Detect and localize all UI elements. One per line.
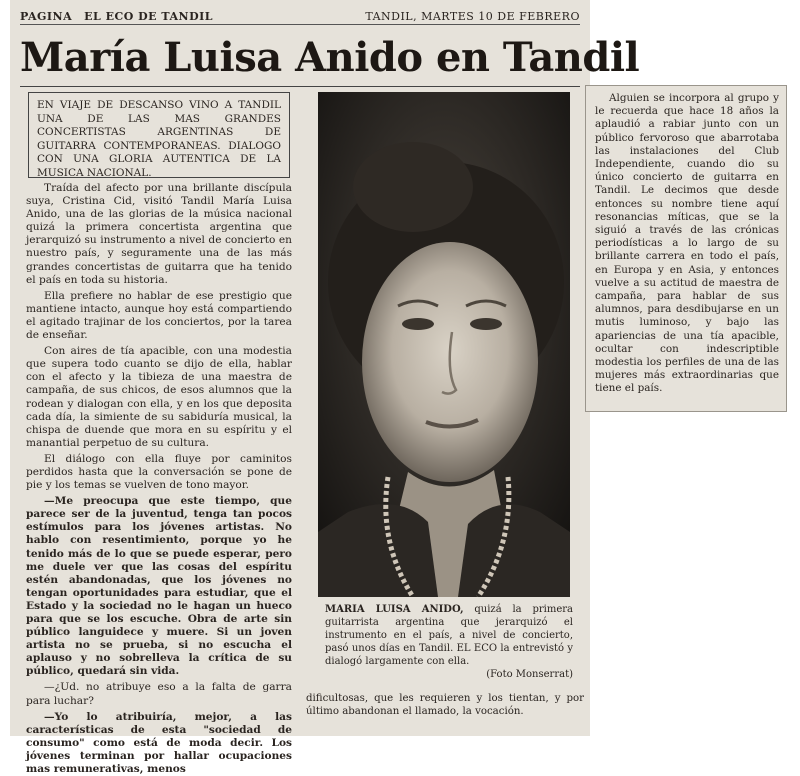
photo-caption	[325, 603, 573, 685]
article-body	[26, 182, 292, 776]
body-paragraph: El diálogo con ella fluye por caminitos perdidos hasta que la conversación se pone de pie y los temas se vuelven de tono mayor.	[26, 452, 292, 492]
photo-credit: (Foto Monserrat)	[486, 669, 573, 681]
body-paragraph: —Me preocupa que este tiempo, que parece ser de la juventud, tenga tan pocos estímulos para los jóvenes artistas. No hablo con resentimiento, porque yo he tenido más de lo que se puede esperar, pero me duele ver que las cosas del espíritu estén abandonadas, que los jóvenes no tengan oportunidades para estudiar, que el Estado y la sociedad no le hagan un hueco para que se los escuche. Obra de arte sin público languidece y muere. Si un joven artista no se prueba, si no escucha el aplauso y no sobrelleva la crítica de su público, quedará sin vida.	[26, 495, 292, 678]
headline-rule	[20, 86, 580, 87]
body-paragraph: —Yo lo atribuiría, mejor, a las características de esta "sociedad de consumo" como está de moda decir. Los jóvenes terminan por hallar ocupaciones mas remunerativas, menos	[26, 710, 292, 776]
portrait-photo	[318, 92, 570, 597]
article-continuation: dificultosas, que les requieren y los tientan, y por último abandonan el llamado, la vocación.	[306, 693, 584, 718]
caption-text: quizá la primera guitarrista argentina que jerarquizó el instrumento en el país, a nivel de concierto, pasó unos días en Tandil. EL ECO la entrevistó y dialogó largamente con ella.	[325, 604, 573, 668]
section-label: PAGINA	[20, 9, 73, 23]
newspaper-name: EL ECO DE TANDIL	[84, 9, 213, 23]
side-column	[595, 92, 779, 404]
body-paragraph: Con aires de tía apacible, con una modestia que supera todo cuanto se dijo de ella, hablar con el afecto y la tibieza de una maestra de campaña, de sus chicos, de esos alumnos que la rodean y dialogan con ella, y en los que deposita cada día, la simiente de su sabiduría musical, la chispa de duende que mora en su espíritu y el manantial perpetuo de su cultura.	[26, 345, 292, 449]
side-paragraph: Alguien se incorpora al grupo y le recuerda que hace 18 años la aplaudió a rabiar junto con un público fervoroso que abarrotaba las instalaciones del Club Independiente, cuando dio su único concierto de guitarra en Tandil. Le decimos que desde entonces su nombre tiene aquí resonancias míticas, que se la siguió a través de las crónicas periodísticas a lo largo de su brillante carrera en todo el país, en Europa y en Asia, y entonces vuelve a su actitud de maestra de campaña, para hablar de sus alumnos, para desdibujarse en un mutis luminoso, y bajo las apariencias de una tía apacible, ocultar con indescriptible modestia los perfiles de una de las mujeres más extraordinarias que tiene el país.	[595, 92, 779, 395]
body-paragraph: Traída del afecto por una brillante discípula suya, Cristina Cid, visitó Tandil María Luisa Anido, una de las glorias de la música nacional quizá la primera concertista argentina que jerarquizó su instrumento a nivel de concierto en nuestro país, y seguramente una de las más grandes concertistas de guitarra que ha tenido el país en toda su historia.	[26, 182, 292, 286]
body-paragraph: Ella prefiere no hablar de ese prestigio que mantiene intacto, aunque hoy está compartiendo el agitado trajinar de los conciertos, por la tarea de enseñar.	[26, 289, 292, 342]
caption-lead: MARIA LUISA ANIDO,	[325, 604, 464, 615]
headline: María Luisa Anido en Tandil	[20, 34, 640, 81]
dateline: TANDIL, MARTES 10 DE FEBRERO	[365, 9, 580, 23]
running-head	[20, 8, 580, 25]
deck-summary: EN VIAJE DE DESCANSO VINO A TANDIL UNA DE LAS MAS GRANDES CONCERTISTAS ARGENTINAS DE GUITARRA CONTEMPORANEAS. DIALOGO CON UNA GLORIA AUTENTICA DE LA MUSICA NACIONAL.	[28, 92, 290, 178]
body-paragraph: —¿Ud. no atribuye eso a la falta de garra para luchar?	[26, 681, 292, 707]
